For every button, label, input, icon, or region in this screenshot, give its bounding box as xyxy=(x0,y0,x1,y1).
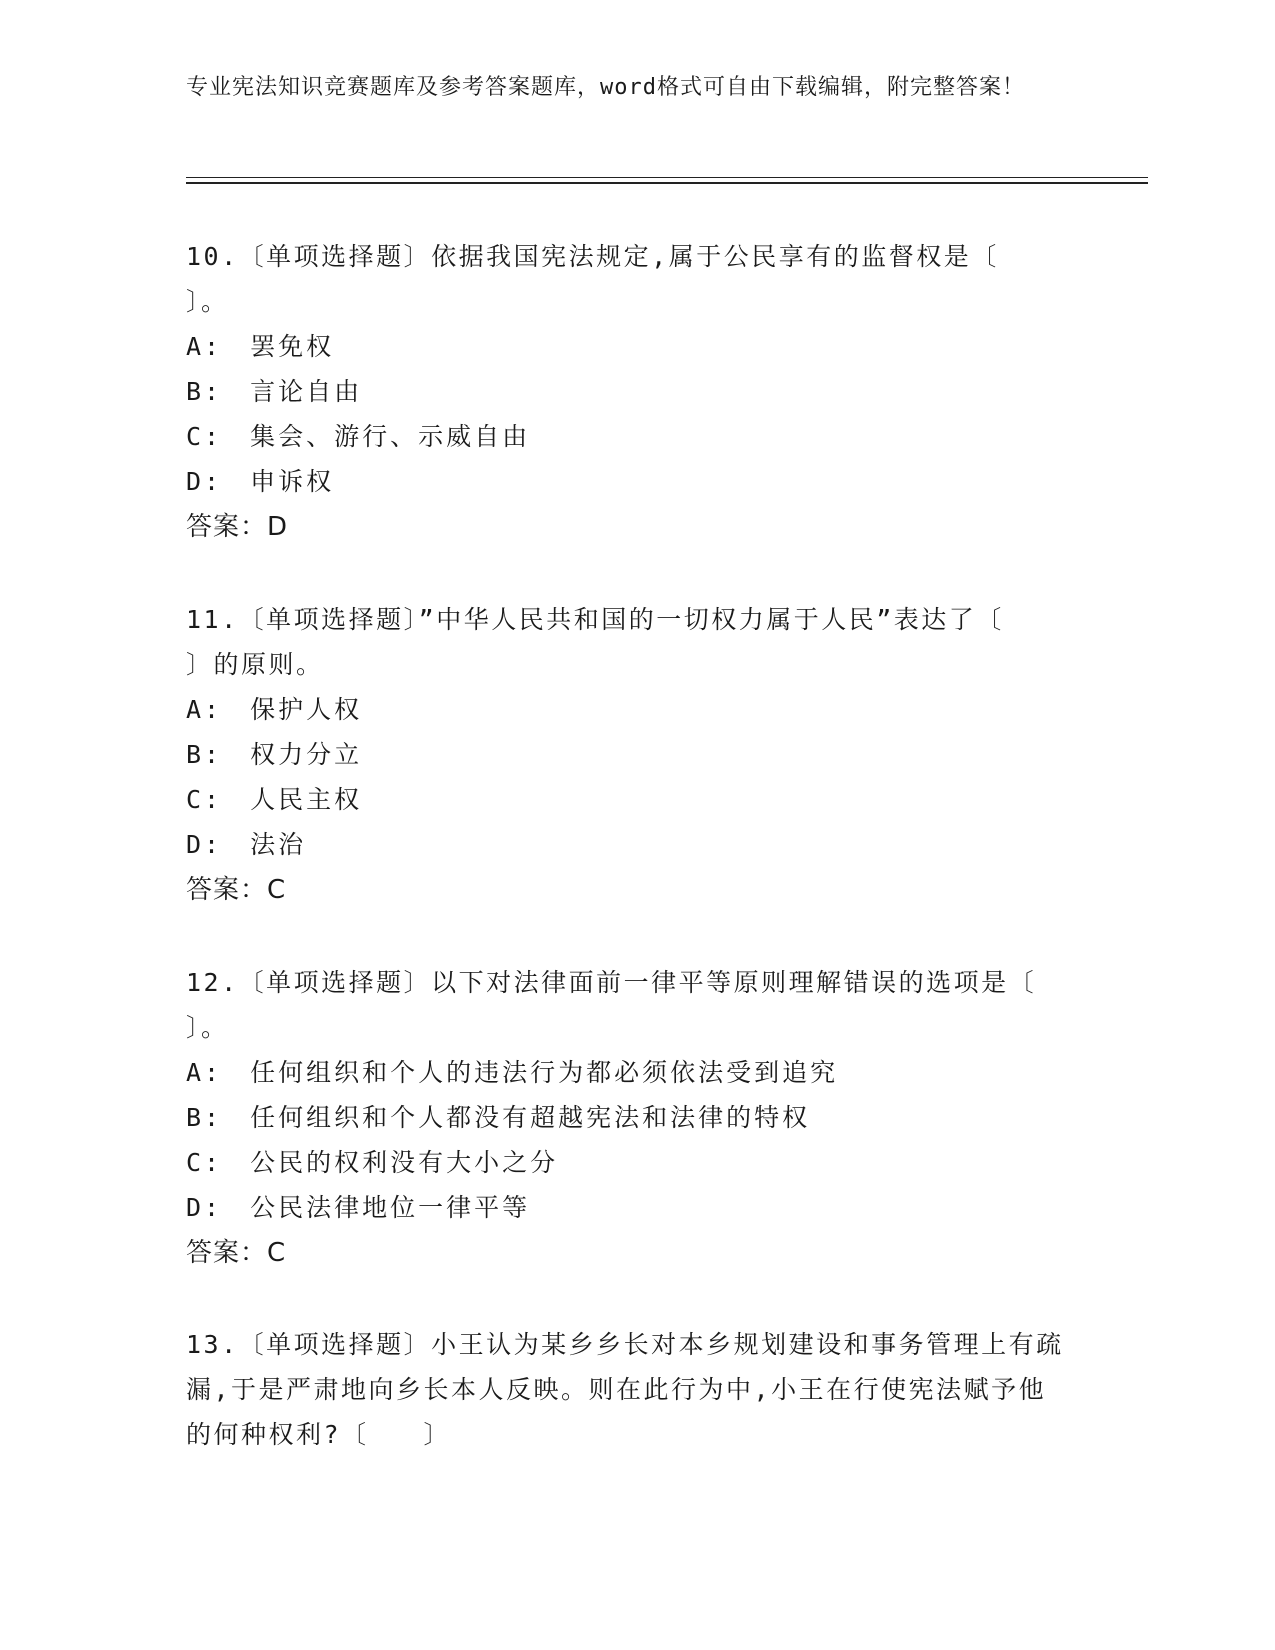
question-11 xyxy=(186,597,1066,913)
option-d: D: 申诉权 xyxy=(186,467,335,496)
option-d: D: 公民法律地位一律平等 xyxy=(186,1193,531,1222)
answer: 答案：C xyxy=(186,1238,287,1268)
header-divider-thin xyxy=(186,177,1148,178)
header-divider-thick xyxy=(186,182,1148,184)
question-stem: 12.〔单项选择题〕以下对法律面前一律平等原则理解错误的选项是〔 〕。 xyxy=(186,968,1092,1042)
question-12 xyxy=(186,960,1092,1276)
option-b: B: 言论自由 xyxy=(186,377,363,406)
option-b: B: 权力分立 xyxy=(186,740,363,769)
option-d: D: 法治 xyxy=(186,830,307,859)
question-stem: 13.〔单项选择题〕小王认为某乡乡长对本乡规划建设和事务管理上有疏漏,于是严肃地向乡长本人反映。则在此行为中,小王在行使宪法赋予他的何种权利?〔 〕 xyxy=(186,1330,1064,1449)
question-stem: 11.〔单项选择题〕”中华人民共和国的一切权力属于人民”表达了〔 〕的原则。 xyxy=(186,605,1059,679)
option-a: A: 任何组织和个人的违法行为都必须依法受到追究 xyxy=(186,1058,839,1087)
document-header: 专业宪法知识竞赛题库及参考答案题库，word格式可自由下载编辑，附完整答案！ xyxy=(186,75,1025,100)
option-c: C: 集会、游行、示威自由 xyxy=(186,422,531,451)
option-a: A: 保护人权 xyxy=(186,695,363,724)
option-c: C: 公民的权利没有大小之分 xyxy=(186,1148,559,1177)
option-a: A: 罢免权 xyxy=(186,332,335,361)
answer: 答案：D xyxy=(186,512,289,542)
option-b: B: 任何组织和个人都没有超越宪法和法律的特权 xyxy=(186,1103,811,1132)
question-stem: 10.〔单项选择题〕依据我国宪法规定,属于公民享有的监督权是〔 〕。 xyxy=(186,242,1054,316)
answer: 答案：C xyxy=(186,875,287,905)
option-c: C: 人民主权 xyxy=(186,785,363,814)
question-13 xyxy=(186,1322,1066,1457)
question-10 xyxy=(186,234,1066,550)
